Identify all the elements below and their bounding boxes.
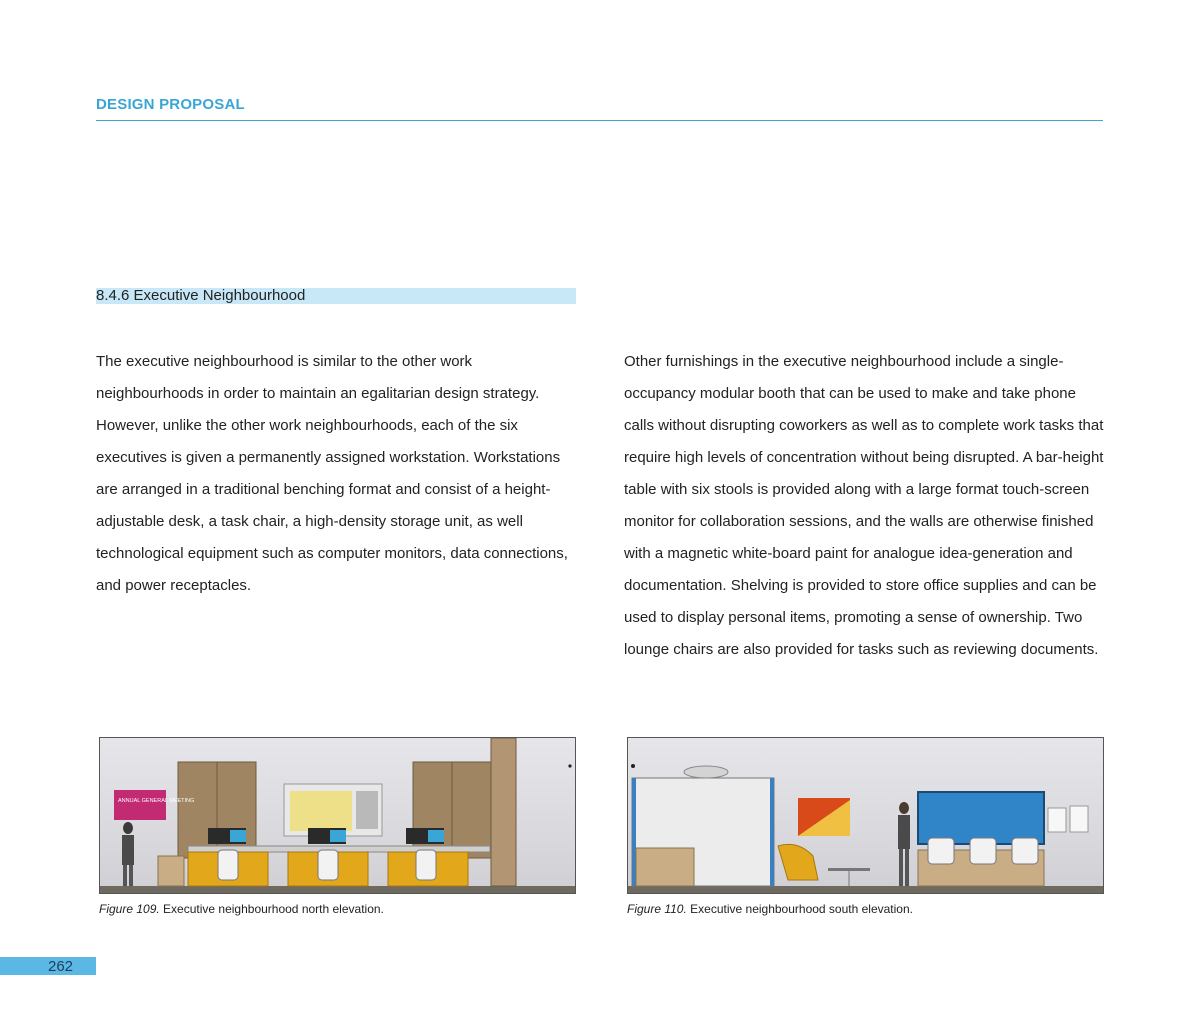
north-elevation-drawing xyxy=(100,738,575,893)
poster-text: ANNUAL GENERAL MEETING xyxy=(118,798,195,804)
figure-109-number: Figure 109. xyxy=(99,902,160,916)
figure-north-elevation xyxy=(99,737,576,894)
figure-110-number: Figure 110. xyxy=(627,902,687,916)
page-number: 262 xyxy=(48,958,74,975)
header-divider xyxy=(96,120,1103,121)
figure-110-caption xyxy=(627,902,913,916)
figure-109-caption xyxy=(99,902,384,916)
poster xyxy=(114,790,166,820)
section-heading: 8.4.6 Executive Neighbourhood xyxy=(96,288,576,304)
figure-109-text: Executive neighbourhood north elevation. xyxy=(163,902,384,916)
figure-south-elevation xyxy=(627,737,1104,894)
header-title: DESIGN PROPOSAL xyxy=(96,96,245,113)
body-text-left: The executive neighbourhood is similar to the other work neighbourhoods in order to maintain an egalitarian design strategy. However, unlike the other work neighbourhoods, each of the six executives is given a permanently assigned workstation. Workstations are arranged in a traditional benching format and consist of a height-adjustable desk, a task chair, a high-density storage unit, as well technological equipment such as computer monitors, data connections, and power receptacles. xyxy=(96,353,568,594)
body-text-right: Other furnishings in the executive neighbourhood include a single-occupancy modular booth that can be used to make and take phone calls without disrupting coworkers as well as to complete work tasks that require high levels of concentration without being disrupted. A bar-height table with six stools is provided along with a large format touch-screen monitor for collaboration sessions, and the walls are otherwise finished with a magnetic white-board paint for analogue idea-generation and documentation. Shelving is provided to store office supplies and can be used to display personal items, promoting a sense of ownership. Two lounge chairs are also provided for tasks such as reviewing documents. xyxy=(624,353,1104,658)
south-elevation-drawing xyxy=(628,738,1103,893)
figure-110-text: Executive neighbourhood south elevation. xyxy=(690,902,913,916)
